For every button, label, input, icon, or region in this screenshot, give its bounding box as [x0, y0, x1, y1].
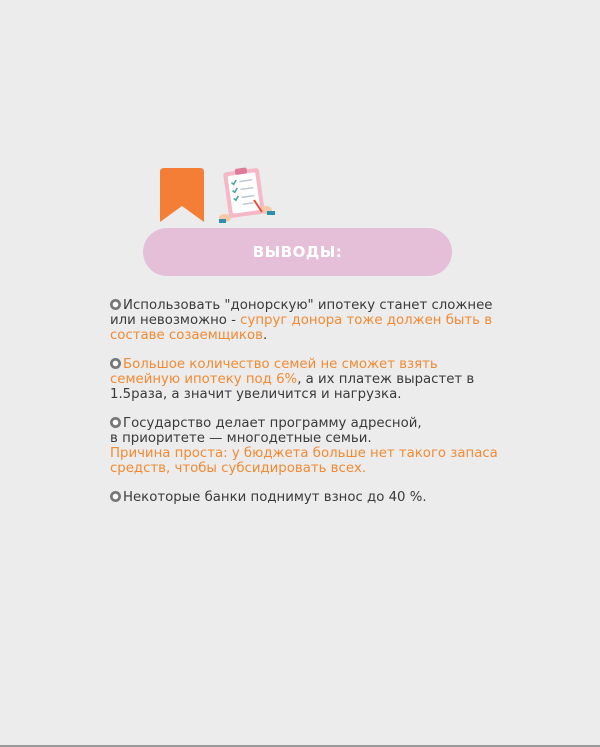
point-highlight: супруг донора тоже должен быть в составе созаемщиков: [110, 313, 493, 343]
list-item: [110, 416, 500, 476]
page-title: ВЫВОДЫ:: [252, 243, 343, 261]
radio-bullet-icon: [110, 417, 121, 428]
radio-bullet-icon: [110, 491, 121, 502]
list-item: [110, 298, 500, 343]
point-text: Использовать "донорскую" ипотеку станет сложнее или невозможно -: [110, 298, 493, 328]
point-line-1: Государство делает программу адресной,: [123, 416, 422, 431]
list-item: [110, 490, 500, 505]
point-text: Некоторые банки поднимут взнос до 40 %.: [123, 490, 427, 505]
point-text-end: .: [262, 328, 268, 343]
list-item: [110, 357, 500, 402]
radio-bullet-icon: [110, 299, 121, 310]
conclusions-header-pill: [143, 228, 452, 276]
bookmark-icon: [160, 168, 204, 222]
clipboard-checklist-icon: [218, 166, 276, 226]
point-line-2: в приоритете — многодетные семьи.: [110, 431, 372, 446]
point-text-end: , а их платеж вырастет в 1.5раза, а значит увеличится и нагрузка.: [110, 372, 475, 402]
radio-bullet-icon: [110, 358, 121, 369]
point-highlight: Большое количество семей не сможет взять семейную ипотеку под 6%: [110, 357, 438, 387]
conclusions-list: [110, 298, 500, 519]
point-highlight: Причина проста: у бюджета больше нет такого запаса средств, чтобы субсидировать всех.: [110, 446, 498, 476]
